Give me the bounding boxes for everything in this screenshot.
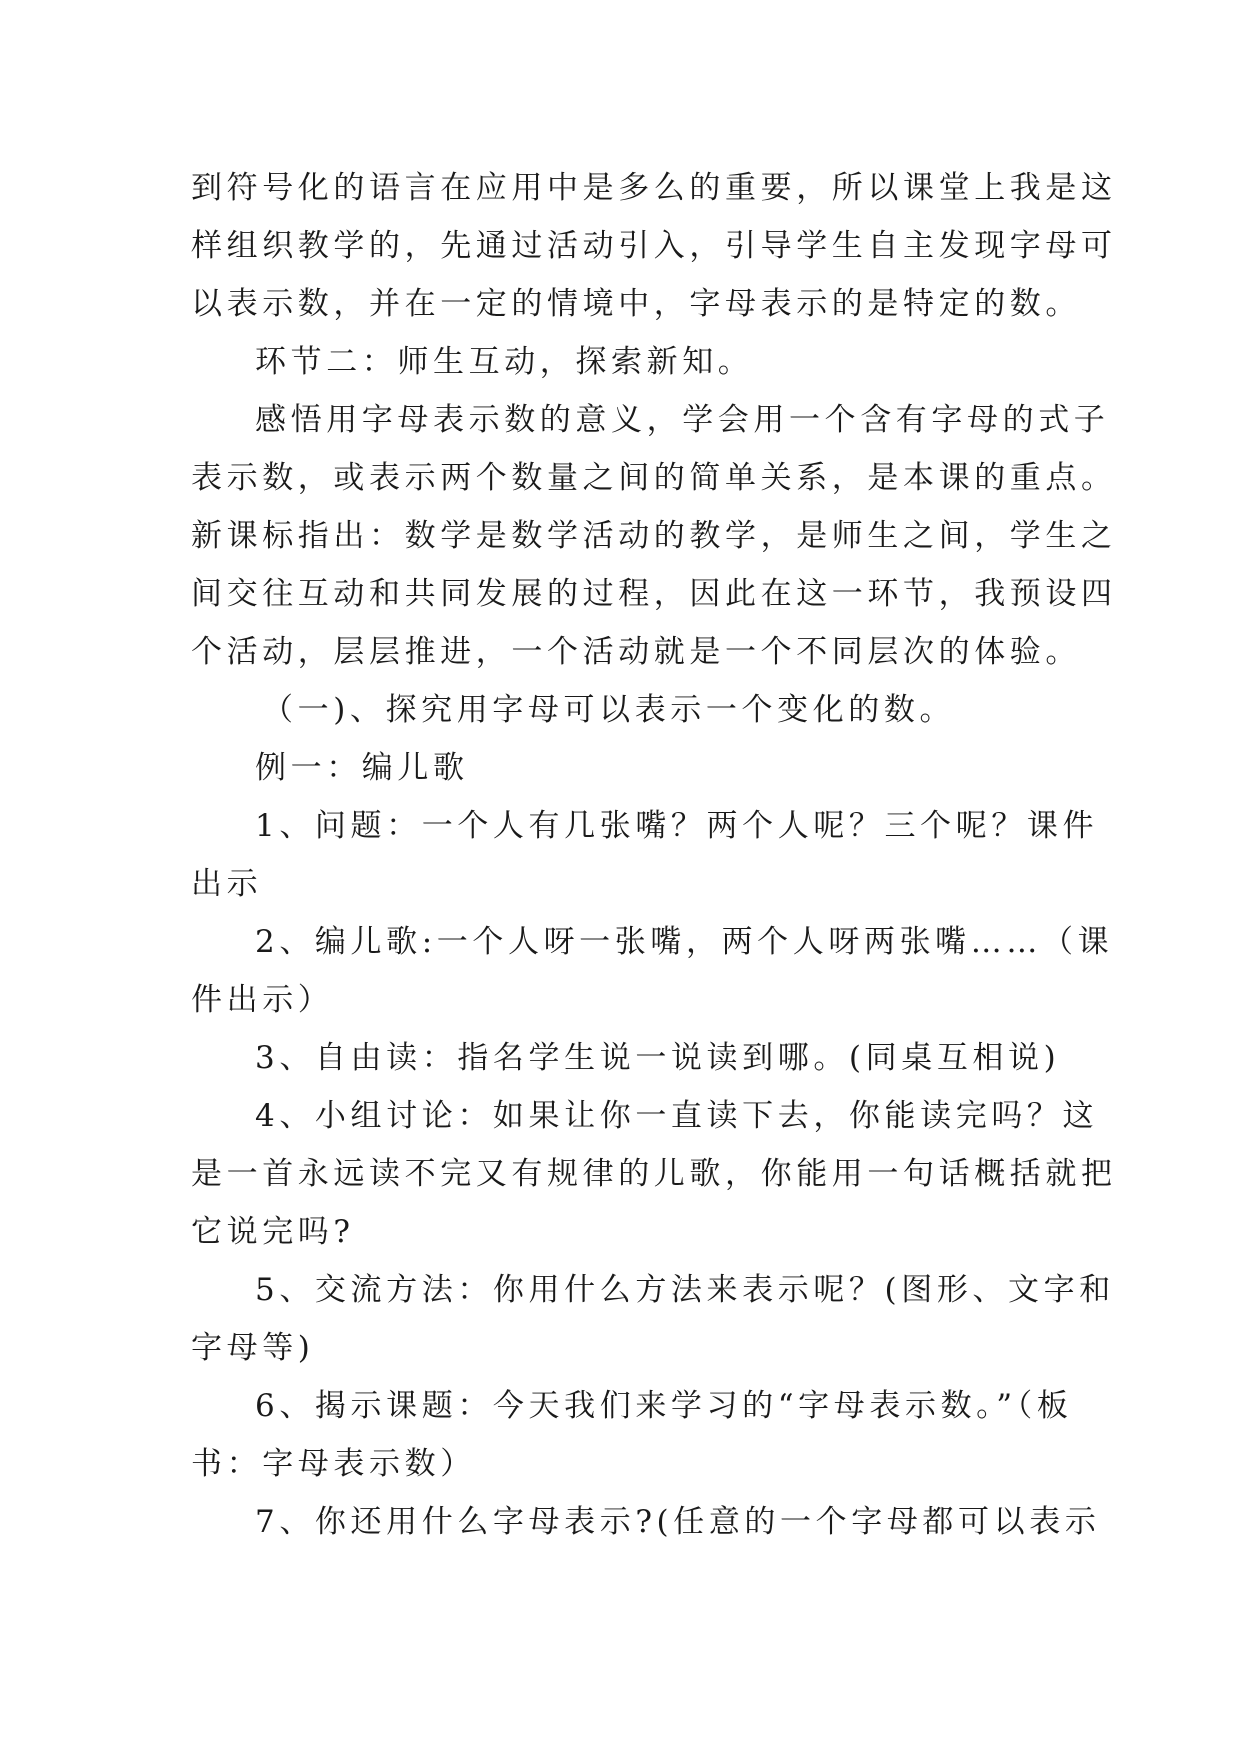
text-line: 字母等) <box>191 1330 315 1366</box>
text-line: 出示 <box>191 866 263 902</box>
text-line: 件出示） <box>191 982 334 1018</box>
text-line: 它说完吗? <box>191 1214 355 1250</box>
section-heading: 环节二：师生互动，探索新知。 <box>255 344 754 380</box>
text-line: 间交往互动和共同发展的过程，因此在这一环节，我预设四 <box>191 576 1117 612</box>
list-item: 4、小组讨论：如果让你一直读下去，你能读完吗？这 <box>255 1098 1099 1134</box>
text-line: 个活动，层层推进，一个活动就是一个不同层次的体验。 <box>191 634 1081 670</box>
text-line: 是一首永远读不完又有规律的儿歌，你能用一句话概括就把 <box>191 1156 1117 1192</box>
list-item: 6、揭示课题：今天我们来学习的“字母表示数。”（板 <box>255 1388 1073 1424</box>
text-line: 表示数，或表示两个数量之间的简单关系，是本课的重点。 <box>191 460 1117 496</box>
list-item: 1、问题：一个人有几张嘴？两个人呢？三个呢？课件 <box>255 808 1099 844</box>
list-item: 7、你还用什么字母表示?(任意的一个字母都可以表示 <box>255 1504 1101 1540</box>
text-line: 感悟用字母表示数的意义，学会用一个含有字母的式子 <box>255 402 1110 438</box>
text-line: 以表示数，并在一定的情境中，字母表示的是特定的数。 <box>191 286 1081 322</box>
example-heading: 例一：编儿歌 <box>255 750 469 786</box>
list-item: 2、编儿歌:一个人呀一张嘴，两个人呀两张嘴……（课 <box>255 924 1114 960</box>
text-line: 到符号化的语言在应用中是多么的重要，所以课堂上我是这 <box>191 170 1117 206</box>
text-line: 新课标指出：数学是数学活动的教学，是师生之间，学生之 <box>191 518 1117 554</box>
list-item: 5、交流方法：你用什么方法来表示呢？(图形、文字和 <box>255 1272 1115 1308</box>
text-line: 书：字母表示数） <box>191 1446 476 1482</box>
text-line: 样组织教学的，先通过活动引入，引导学生自主发现字母可 <box>191 228 1117 264</box>
list-item: 3、自由读：指名学生说一说读到哪。(同桌互相说) <box>255 1040 1061 1076</box>
subsection-heading: （一)、探究用字母可以表示一个变化的数。 <box>262 692 956 728</box>
